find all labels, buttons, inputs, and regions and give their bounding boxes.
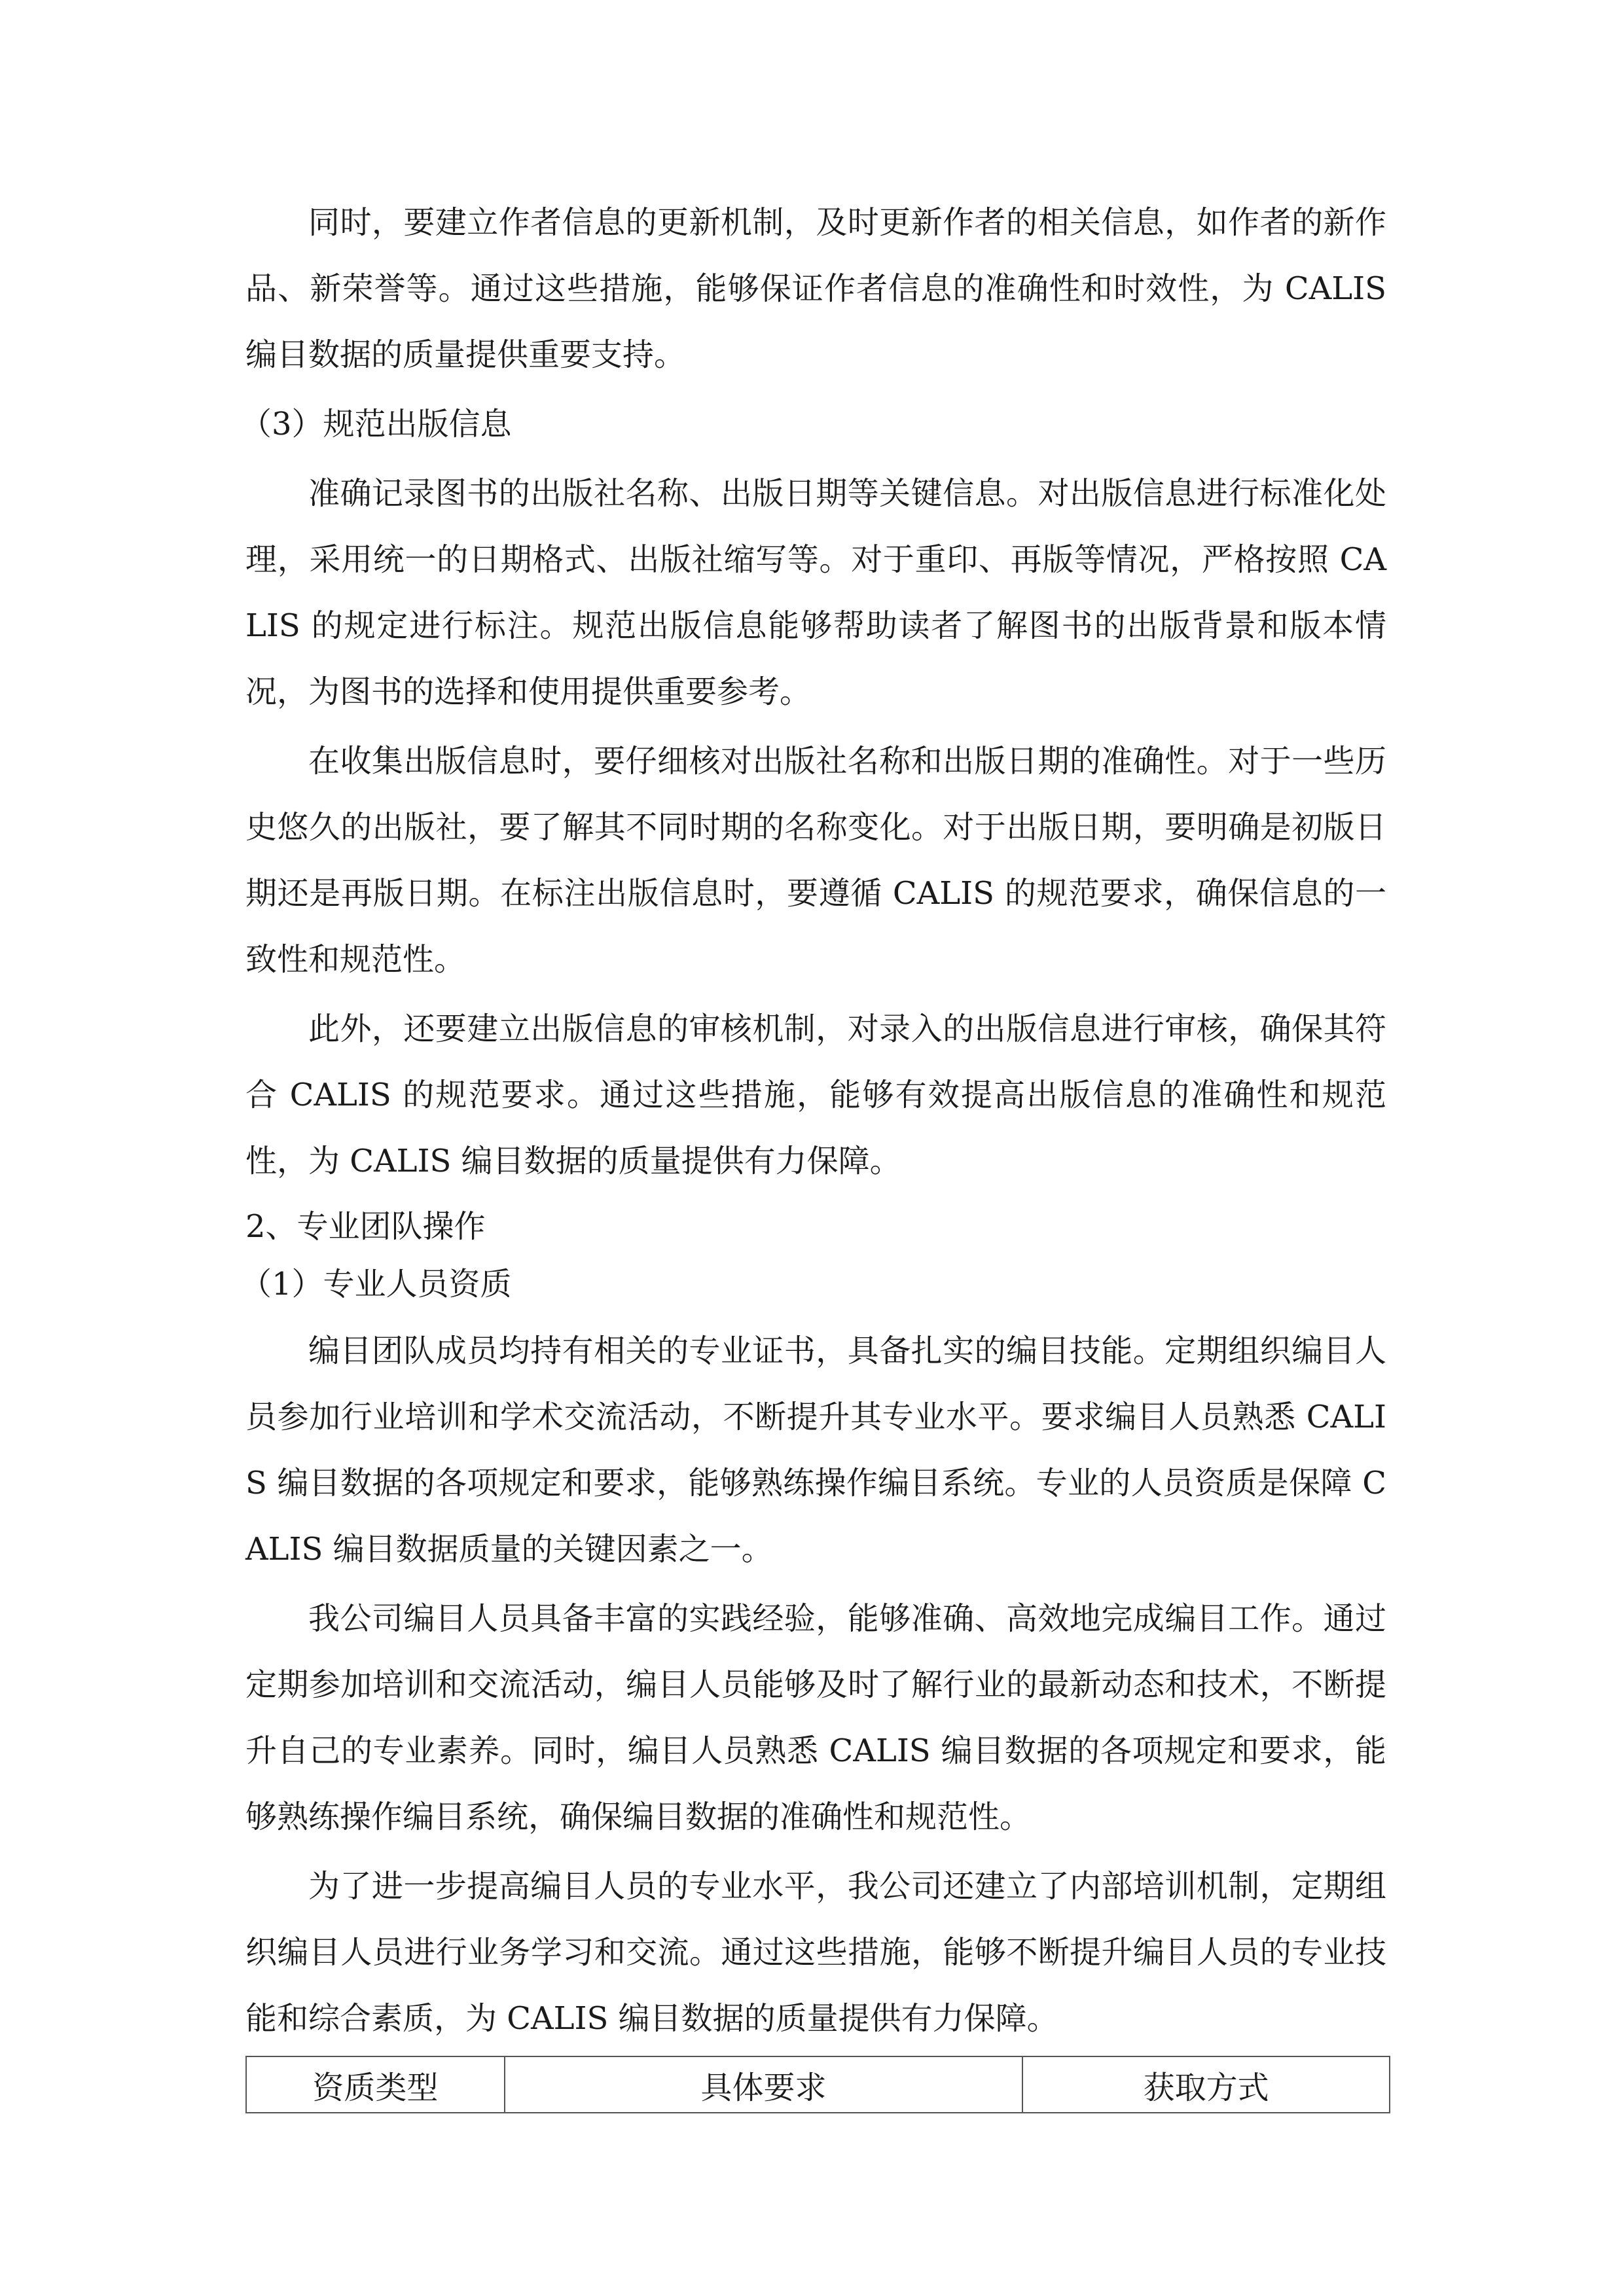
table-header-requirements: 具体要求 xyxy=(505,2056,1022,2113)
paragraph-team-training: 为了进一步提高编目人员的专业水平，我公司还建立了内部培训机制，定期组织编目人员进行业务学习和交流。通过这些措施，能够不断提升编目人员的专业技能和综合素质，为 CALIS 编目数据的质量提供有力保障。 xyxy=(245,1868,1386,2037)
table-header-row xyxy=(246,2056,1390,2113)
qualification-table xyxy=(245,2056,1390,2113)
heading-publication-info: （3）规范出版信息 xyxy=(240,406,512,442)
paragraph-author-update: 同时，要建立作者信息的更新机制，及时更新作者的相关信息，如作者的新作品、新荣誉等。通过这些措施，能够保证作者信息的准确性和时效性，为 CALIS 编目数据的质量提供重要支持。 xyxy=(245,204,1386,373)
paragraph-publication-collect: 在收集出版信息时，要仔细核对出版社名称和出版日期的准确性。对于一些历史悠久的出版社，要了解其不同时期的名称变化。对于出版日期，要明确是初版日期还是再版日期。在标注出版信息时，要遵循 CALIS 的规范要求，确保信息的一致性和规范性。 xyxy=(245,743,1386,978)
heading-staff-qualification: （1）专业人员资质 xyxy=(240,1266,512,1302)
table-header-method: 获取方式 xyxy=(1022,2056,1390,2113)
paragraph-publication-review: 此外，还要建立出版信息的审核机制，对录入的出版信息进行审核，确保其符合 CALIS 的规范要求。通过这些措施，能够有效提高出版信息的准确性和规范性，为 CALIS 编目数据的质量提供有力保障。 xyxy=(245,1011,1386,1179)
heading-professional-team: 2、专业团队操作 xyxy=(245,1208,486,1245)
document-page xyxy=(240,190,1386,2113)
table-header-type: 资质类型 xyxy=(246,2056,505,2113)
paragraph-team-certificates: 编目团队成员均持有相关的专业证书，具备扎实的编目技能。定期组织编目人员参加行业培训和学术交流活动，不断提升其专业水平。要求编目人员熟悉 CALIS 编目数据的各项规定和要求，能够熟练操作编目系统。专业的人员资质是保障 CALIS 编目数据质量的关键因素之一。 xyxy=(245,1333,1386,1568)
paragraph-team-experience: 我公司编目人员具备丰富的实践经验，能够准确、高效地完成编目工作。通过定期参加培训和交流活动，编目人员能够及时了解行业的最新动态和技术，不断提升自己的专业素养。同时，编目人员熟悉 CALIS 编目数据的各项规定和要求，能够熟练操作编目系统，确保编目数据的准确性和规范性。 xyxy=(245,1600,1386,1835)
paragraph-publication-record: 准确记录图书的出版社名称、出版日期等关键信息。对出版信息进行标准化处理，采用统一的日期格式、出版社缩写等。对于重印、再版等情况，严格按照 CALIS 的规定进行标注。规范出版信息能够帮助读者了解图书的出版背景和版本情况，为图书的选择和使用提供重要参考。 xyxy=(245,475,1386,710)
